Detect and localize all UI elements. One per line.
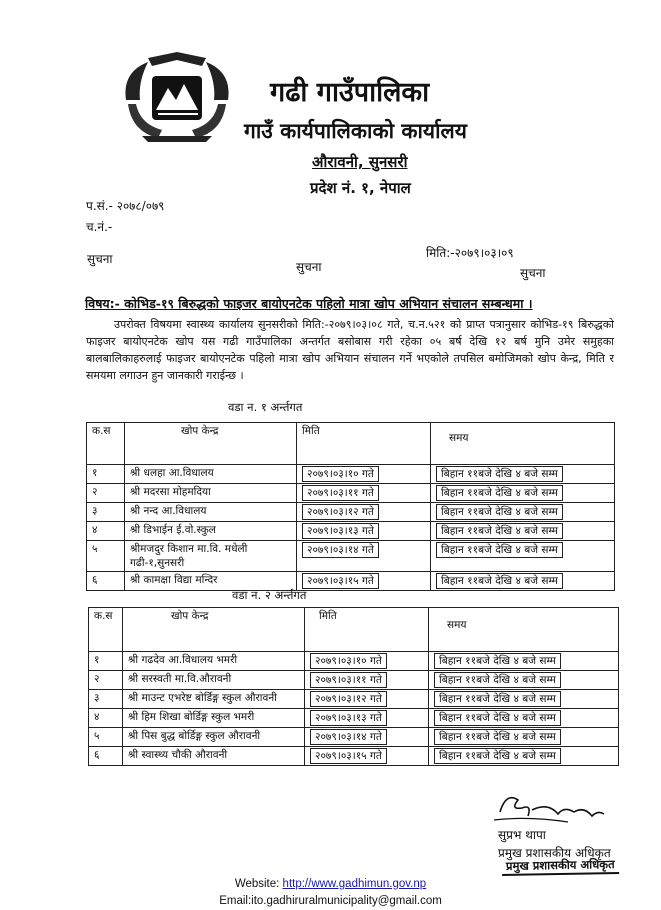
cell-time [431, 484, 615, 503]
header-time: समय [431, 423, 615, 465]
footer-website [0, 878, 661, 890]
cell-time [431, 522, 615, 541]
official-stamp: प्रमुख प्रशासकीय अधिकृत [502, 857, 619, 876]
cell-time [431, 503, 615, 522]
email-address[interactable]: ito.gadhiruralmunicipality@gmail.com [251, 895, 442, 907]
cell-time-value: बिहान ११बजे देखि ४ बजे सम्म [434, 672, 561, 688]
cell-vaccination-center: श्री मदरसा मोहमदिया [125, 484, 297, 503]
table-row [87, 484, 615, 503]
cell-serial: ६ [87, 572, 125, 591]
cell-date-value: २०७९।०३।११ गते [310, 672, 387, 688]
cell-date [305, 728, 429, 747]
ward1-vaccination-table [86, 422, 615, 591]
office-subtitle: गाउँ कार्यपालिकाको कार्यालय [244, 119, 467, 143]
cell-time [431, 541, 615, 572]
cell-time-value: बिहान ११बजे देखि ४ बजे सम्म [434, 653, 561, 669]
cell-date [297, 503, 431, 522]
header-sn: क.स [87, 423, 125, 465]
cell-date-value: २०७९।०३।१२ गते [310, 691, 387, 707]
cell-time [431, 465, 615, 484]
cell-vaccination-center: श्री पिस बुद्ध बोर्डिङ्ग स्कुल औरावनी [123, 728, 305, 747]
cell-date [297, 465, 431, 484]
table-header-row [89, 608, 619, 652]
table-row [89, 690, 619, 709]
cell-time [429, 671, 619, 690]
cell-time-value: बिहान ११बजे देखि ४ बजे सम्म [434, 729, 561, 745]
cell-date-value: २०७९।०३।१२ गते [302, 504, 379, 520]
notice-label-middle: सुचना [296, 260, 322, 274]
cell-time [429, 728, 619, 747]
cell-serial: १ [87, 465, 125, 484]
cell-serial: ३ [89, 690, 123, 709]
footer-email [0, 895, 661, 907]
office-title: गढी गाउँपालिका [270, 77, 430, 108]
cell-time-value: बिहान ११बजे देखि ४ बजे सम्म [434, 748, 561, 764]
cell-date-value: २०७९।०३।१३ गते [302, 523, 379, 539]
table-row [89, 728, 619, 747]
table-row [87, 522, 615, 541]
cell-serial: २ [89, 671, 123, 690]
table-row [87, 541, 615, 572]
cell-vaccination-center: श्री कामक्षा विद्या मन्दिर [125, 572, 297, 591]
table-header-row [87, 423, 615, 465]
cell-time-value: बिहान ११बजे देखि ४ बजे सम्म [436, 573, 563, 589]
cell-vaccination-center: श्रीमजदुर किशान मा.वि. मधेली गढी-१,सुनसरी [125, 541, 297, 572]
cell-date [297, 522, 431, 541]
cell-serial: २ [87, 484, 125, 503]
cell-serial: ४ [87, 522, 125, 541]
cell-date-value: २०७९।०३।१३ गते [310, 710, 387, 726]
header-date: मिति [305, 608, 429, 652]
signatory-name: सुप्रभ थापा [498, 828, 546, 842]
cell-vaccination-center: श्री सरस्वती मा.वि.औरावनी [123, 671, 305, 690]
table-row [87, 465, 615, 484]
header-center: खोप केन्द्र [125, 423, 297, 465]
cell-vaccination-center: श्री हिम शिखा बोर्डिङ्ग स्कुल भमरी [123, 709, 305, 728]
cell-time [429, 690, 619, 709]
table-row [87, 503, 615, 522]
letter-body: उपरोक्त विषयमा स्वास्थ्य कार्यालय सुनसरीको मिति:-२०७९।०३।०८ गते, च.न.५२१ को प्राप्त पत्रानुसार कोभिड-१९ बिरुद्धको फाइजर बायोएनटेक खोप यस गढी गाउँपालिका अन्तर्गत बसोबास गरी रहेका ०५ बर्ष देखि १२ बर्ष मुनि उमेर समुहका बालबालिकाहरुलाई फाइजर बायोएनटेक पहिलो मात्रा खोप अभियान संचालन गर्ने भएकोले तपसिल बमोजिमको खोप केन्द्र, मिति र समयमा लगाउन हुन जानकारी गराईन्छ । [86, 318, 614, 382]
ward2-heading: वडा न. २ अर्न्तगत [232, 588, 307, 602]
table-row [87, 572, 615, 591]
letter-subject: विषय:- कोभिड-१९ बिरुद्धको फाइजर बायोएनटेक पहिलो मात्रा खोप अभियान संचालन सम्बन्धमा । [85, 296, 533, 311]
header-date: मिति [297, 423, 431, 465]
cell-vaccination-center: श्री माउन्ट एभरेष्ट बोर्डिङ्ग स्कुल औरावनी [123, 690, 305, 709]
cell-vaccination-center: श्री डिभाईन ई.वो.स्कुल [125, 522, 297, 541]
cell-vaccination-center: श्री धलहा आ.विधालय [125, 465, 297, 484]
letter-date: मिति:-२०७९।०३।०९ [426, 246, 514, 260]
cell-date [305, 671, 429, 690]
cell-vaccination-center: श्री नन्द आ.विधालय [125, 503, 297, 522]
dispatch-number: च.नं.- [86, 220, 113, 234]
cell-serial: ६ [89, 747, 123, 766]
cell-serial: ४ [89, 709, 123, 728]
cell-date-value: २०७९।०३।१० गते [302, 466, 379, 482]
cell-time-value: बिहान ११बजे देखि ४ बजे सम्म [436, 485, 563, 501]
table-row [89, 709, 619, 728]
reference-number: प.सं.- २०७८/०७९ [86, 199, 165, 213]
signatory-designation: प्रमुख प्रशासकीय अधिकृत [498, 846, 611, 860]
cell-date-value: २०७९।०३।११ गते [302, 485, 379, 501]
cell-time-value: बिहान ११बजे देखि ४ बजे सम्म [436, 542, 563, 558]
municipality-emblem-logo [118, 52, 236, 144]
cell-time-value: बिहान ११बजे देखि ४ बजे सम्म [436, 504, 563, 520]
cell-vaccination-center: श्री स्वास्थ्य चौकी औरावनी [123, 747, 305, 766]
cell-time [429, 747, 619, 766]
office-province: प्रदेश नं. १, नेपाल [310, 179, 411, 197]
header-time: समय [429, 608, 619, 652]
cell-time-value: बिहान ११बजे देखि ४ बजे सम्म [436, 466, 563, 482]
cell-time-value: बिहान ११बजे देखि ४ बजे सम्म [436, 523, 563, 539]
cell-serial: १ [89, 652, 123, 671]
cell-date-value: २०७९।०३।१४ गते [302, 542, 379, 558]
table-row [89, 747, 619, 766]
cell-time-value: बिहान ११बजे देखि ४ बजे सम्म [434, 710, 561, 726]
cell-date-value: २०७९।०३।१५ गते [310, 748, 387, 764]
cell-date [297, 484, 431, 503]
table-row [89, 652, 619, 671]
cell-time [429, 709, 619, 728]
header-sn: क.स [89, 608, 123, 652]
cell-time [431, 572, 615, 591]
cell-date [305, 747, 429, 766]
website-link[interactable]: http://www.gadhimun.gov.np [282, 878, 427, 890]
cell-serial: ५ [89, 728, 123, 747]
cell-date-value: २०७९।०३।१४ गते [310, 729, 387, 745]
email-label: Email: [219, 895, 252, 907]
ward2-vaccination-table [88, 607, 619, 766]
cell-date [305, 690, 429, 709]
office-address: औरावनी, सुनसरी [312, 153, 408, 171]
table-row [89, 671, 619, 690]
cell-serial: ५ [87, 541, 125, 572]
cell-serial: ३ [87, 503, 125, 522]
website-label: Website: [234, 878, 280, 890]
header-center: खोप केन्द्र [123, 608, 305, 652]
ward1-heading: वडा न. १ अर्न्तगत [228, 400, 303, 414]
cell-date [297, 572, 431, 591]
cell-date [305, 652, 429, 671]
cell-time-value: बिहान ११बजे देखि ४ बजे सम्म [434, 691, 561, 707]
notice-label-left: सुचना [87, 252, 113, 266]
cell-date-value: २०७९।०३।१५ गते [302, 573, 379, 589]
cell-time [429, 652, 619, 671]
cell-vaccination-center: श्री गढदेव आ.विधालय भमरी [123, 652, 305, 671]
cell-date [305, 709, 429, 728]
cell-date-value: २०७९।०३।१० गते [310, 653, 387, 669]
cell-date [297, 541, 431, 572]
notice-label-right: सुचना [520, 266, 546, 280]
